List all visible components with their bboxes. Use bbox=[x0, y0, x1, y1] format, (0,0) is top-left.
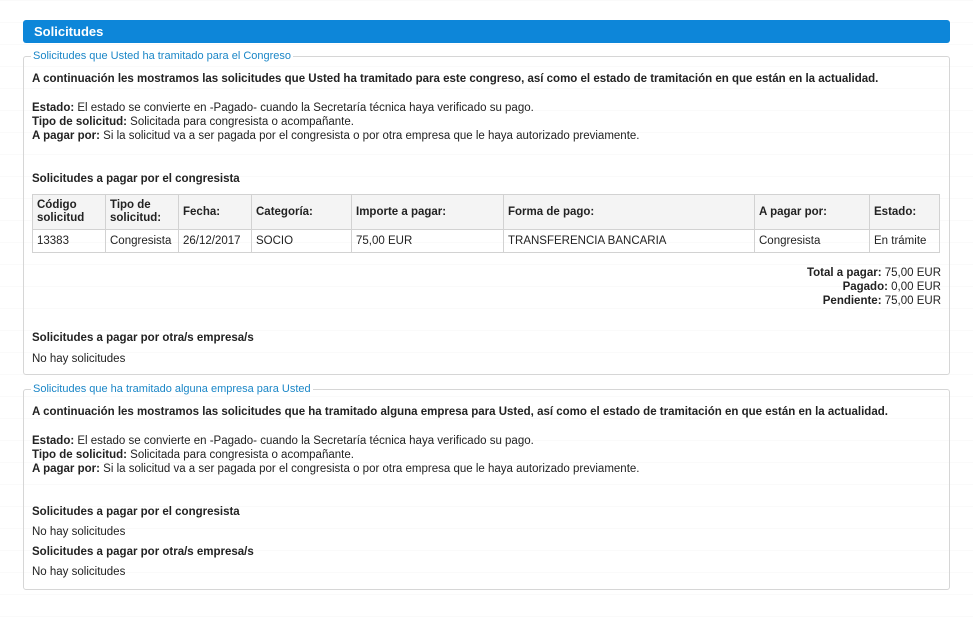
table-row bbox=[33, 230, 940, 253]
table-cell: 75,00 EUR bbox=[352, 230, 504, 253]
paid-value: 0,00 EUR bbox=[887, 281, 941, 293]
section-own-requests bbox=[23, 50, 950, 375]
empresa-title: Solicitudes a pagar por otra/s empresa/s bbox=[32, 332, 254, 344]
intro-text: A continuación les mostramos las solicitudes que Usted ha tramitado para este congreso, así como el estado de tramitación en que están en la actualidad. bbox=[32, 73, 879, 85]
info-label: Tipo de solicitud: bbox=[32, 449, 127, 461]
table-cell: Congresista bbox=[755, 230, 870, 253]
info-text: El estado se convierte en -Pagado- cuando la Secretaría técnica haya verificado su pago. bbox=[74, 435, 534, 447]
table-header: Importe a pagar: bbox=[352, 195, 504, 230]
info-line-pagar bbox=[32, 129, 941, 143]
table-cell: 13383 bbox=[33, 230, 106, 253]
pending-line bbox=[32, 294, 941, 308]
info-text: Solicitada para congresista o acompañante. bbox=[126, 449, 354, 461]
info-block bbox=[32, 434, 941, 476]
info-label: Estado: bbox=[32, 102, 75, 114]
info-text: Si la solicitud va a ser pagada por el congresista o por otra empresa que le haya autorizado previamente. bbox=[99, 463, 640, 475]
paid-line bbox=[32, 280, 941, 294]
info-text: Si la solicitud va a ser pagada por el congresista o por otra empresa que le haya autorizado previamente. bbox=[99, 130, 640, 142]
empty-message: No hay solicitudes bbox=[32, 526, 126, 538]
section-legend: Solicitudes que Usted ha tramitado para el Congreso bbox=[33, 50, 292, 62]
totals-block bbox=[32, 266, 941, 308]
table-header-row bbox=[33, 195, 940, 230]
section-legend: Solicitudes que ha tramitado alguna empresa para Usted bbox=[33, 383, 311, 395]
info-label: A pagar por: bbox=[32, 463, 100, 475]
pending-label: Pendiente: bbox=[822, 295, 882, 307]
empresa-title: Solicitudes a pagar por otra/s empresa/s bbox=[32, 546, 254, 558]
table-cell: TRANSFERENCIA BANCARIA bbox=[504, 230, 755, 253]
table-header: Código solicitud bbox=[33, 195, 106, 230]
total-label: Total a pagar: bbox=[806, 267, 882, 279]
info-label: Tipo de solicitud: bbox=[32, 116, 127, 128]
info-text: El estado se convierte en -Pagado- cuando la Secretaría técnica haya verificado su pago. bbox=[74, 102, 534, 114]
table-cell: SOCIO bbox=[252, 230, 352, 253]
congresista-title: Solicitudes a pagar por el congresista bbox=[32, 506, 240, 518]
info-line-estado bbox=[32, 434, 941, 448]
table-header: Forma de pago: bbox=[504, 195, 755, 230]
intro-text: A continuación les mostramos las solicitudes que ha tramitado alguna empresa para Usted, así como el estado de tramitación en que están en la actualidad. bbox=[32, 406, 888, 418]
info-label: Estado: bbox=[32, 435, 75, 447]
table-header: Categoría: bbox=[252, 195, 352, 230]
info-line-tipo bbox=[32, 115, 941, 129]
empty-message: No hay solicitudes bbox=[32, 353, 126, 365]
table-cell: En trámite bbox=[870, 230, 940, 253]
table-header: Fecha: bbox=[179, 195, 252, 230]
table-cell: Congresista bbox=[106, 230, 179, 253]
table-header: A pagar por: bbox=[755, 195, 870, 230]
table-header: Tipo de solicitud: bbox=[106, 195, 179, 230]
empty-message: No hay solicitudes bbox=[32, 566, 126, 578]
table-header: Estado: bbox=[870, 195, 940, 230]
requests-table bbox=[32, 194, 940, 253]
congresista-title: Solicitudes a pagar por el congresista bbox=[32, 173, 240, 185]
table-cell: 26/12/2017 bbox=[179, 230, 252, 253]
total-value: 75,00 EUR bbox=[881, 267, 941, 279]
info-text: Solicitada para congresista o acompañante. bbox=[126, 116, 354, 128]
paid-label: Pagado: bbox=[842, 281, 888, 293]
total-line bbox=[32, 266, 941, 280]
main-content bbox=[23, 20, 950, 590]
info-block bbox=[32, 101, 941, 143]
info-line-pagar bbox=[32, 462, 941, 476]
pending-value: 75,00 EUR bbox=[881, 295, 941, 307]
section-company-requests bbox=[23, 383, 950, 590]
info-line-tipo bbox=[32, 448, 941, 462]
page-title: Solicitudes bbox=[23, 20, 950, 43]
info-line-estado bbox=[32, 101, 941, 115]
info-label: A pagar por: bbox=[32, 130, 100, 142]
